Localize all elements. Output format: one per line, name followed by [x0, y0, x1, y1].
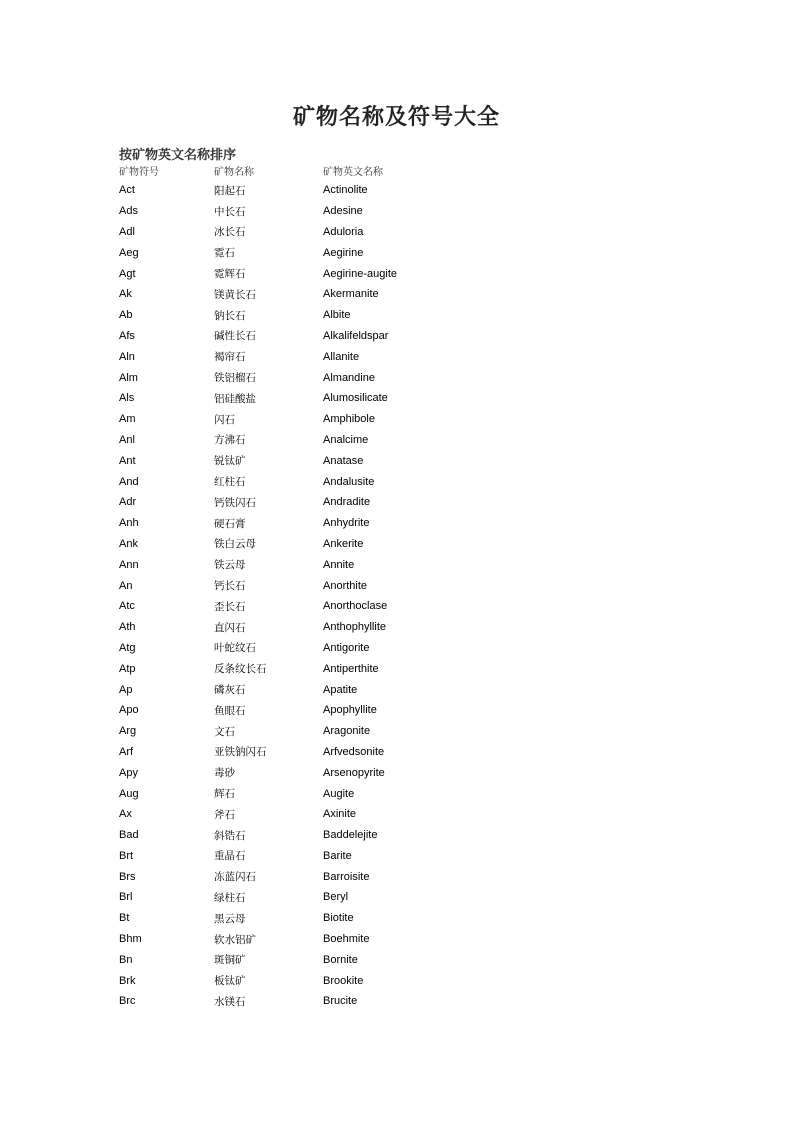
mineral-en-name: Alkalifeldspar — [323, 329, 389, 342]
mineral-en-name: Arsenopyrite — [323, 766, 385, 779]
mineral-en-name: Arfvedsonite — [323, 745, 385, 758]
mineral-cn-name: 钙铁闪石 — [214, 496, 256, 509]
mineral-symbol: Brl — [119, 891, 133, 904]
table-row — [119, 471, 519, 492]
mineral-symbol: Ab — [119, 309, 133, 322]
table-row — [119, 721, 519, 742]
mineral-en-name: Akermanite — [323, 288, 379, 301]
mineral-symbol: Ath — [119, 621, 136, 634]
page-title: 矿物名称及符号大全 — [292, 104, 500, 130]
mineral-en-name: Apophyllite — [323, 704, 377, 717]
mineral-cn-name: 亚铁钠闪石 — [214, 746, 267, 759]
mineral-en-name: Aduloria — [323, 225, 364, 238]
mineral-symbol: Ank — [119, 537, 138, 550]
mineral-cn-name: 中长石 — [214, 205, 246, 218]
table-row — [119, 617, 519, 638]
table-row — [119, 929, 519, 950]
mineral-symbol: Aln — [119, 350, 135, 363]
mineral-cn-name: 板钛矿 — [214, 975, 246, 988]
mineral-cn-name: 水镁石 — [214, 995, 246, 1008]
table-row — [119, 513, 519, 534]
table-row — [119, 554, 519, 575]
mineral-en-name: Beryl — [323, 891, 349, 904]
header-symbol: 矿物符号 — [119, 166, 159, 178]
mineral-cn-name: 绿柱石 — [214, 891, 246, 904]
mineral-en-name: Apatite — [323, 683, 358, 696]
mineral-symbol: Agt — [119, 267, 136, 280]
mineral-cn-name: 斑铜矿 — [214, 954, 246, 967]
table-row — [119, 409, 519, 430]
mineral-cn-name: 铁云母 — [214, 559, 246, 572]
mineral-en-name: Andalusite — [323, 475, 375, 488]
table-row — [119, 804, 519, 825]
table-row — [119, 367, 519, 388]
table-row — [119, 222, 519, 243]
table-row — [119, 201, 519, 222]
mineral-en-name: Andradite — [323, 496, 371, 509]
mineral-symbol: Afs — [119, 329, 135, 342]
mineral-cn-name: 重晶石 — [214, 850, 246, 863]
mineral-cn-name: 软水铝矿 — [214, 933, 256, 946]
table-row — [119, 388, 519, 409]
mineral-en-name: Annite — [323, 558, 355, 571]
table-row — [119, 180, 519, 201]
mineral-cn-name: 黑云母 — [214, 912, 246, 925]
mineral-cn-name: 霓辉石 — [214, 268, 246, 281]
mineral-symbol: Arg — [119, 725, 137, 738]
mineral-symbol: Brs — [119, 870, 136, 883]
header-en-name: 矿物英文名称 — [323, 166, 383, 178]
table-row — [119, 305, 519, 326]
mineral-symbol: Brt — [119, 849, 134, 862]
table-row — [119, 430, 519, 451]
mineral-symbol: Aeg — [119, 246, 139, 259]
table-header — [119, 162, 519, 178]
mineral-cn-name: 闪石 — [214, 413, 235, 426]
mineral-en-name: Brucite — [323, 995, 358, 1008]
mineral-symbol: Apo — [119, 704, 139, 717]
table-row — [119, 783, 519, 804]
mineral-cn-name: 碱性长石 — [214, 330, 256, 343]
mineral-symbol: Arf — [119, 745, 134, 758]
table-row — [119, 866, 519, 887]
mineral-symbol: Bhm — [119, 933, 142, 946]
mineral-en-name: Albite — [323, 309, 351, 322]
mineral-symbol: Atc — [119, 600, 135, 613]
mineral-en-name: Augite — [323, 787, 355, 800]
mineral-cn-name: 阳起石 — [214, 184, 246, 197]
mineral-en-name: Axinite — [323, 808, 357, 821]
mineral-cn-name: 冰长石 — [214, 226, 246, 239]
table-row — [119, 825, 519, 846]
mineral-en-name: Antigorite — [323, 641, 370, 654]
mineral-en-name: Ankerite — [323, 537, 364, 550]
mineral-cn-name: 磷灰石 — [214, 684, 246, 697]
mineral-cn-name: 毒砂 — [214, 767, 235, 780]
mineral-en-name: Anorthite — [323, 579, 368, 592]
mineral-cn-name: 镁黄长石 — [214, 288, 256, 301]
mineral-en-name: Boehmite — [323, 933, 370, 946]
mineral-cn-name: 斧石 — [214, 808, 235, 821]
mineral-en-name: Adesine — [323, 205, 363, 218]
mineral-cn-name: 硬石膏 — [214, 517, 246, 530]
mineral-en-name: Bornite — [323, 953, 358, 966]
mineral-symbol: Ax — [119, 808, 132, 821]
table-row — [119, 326, 519, 347]
mineral-symbol: Bt — [119, 912, 130, 925]
mineral-symbol: Atp — [119, 662, 136, 675]
mineral-cn-name: 霓石 — [214, 247, 235, 260]
table-row — [119, 908, 519, 929]
table-row — [119, 949, 519, 970]
mineral-cn-name: 红柱石 — [214, 476, 246, 489]
mineral-cn-name: 冻蓝闪石 — [214, 871, 256, 884]
mineral-en-name: Brookite — [323, 974, 364, 987]
mineral-cn-name: 叶蛇纹石 — [214, 642, 256, 655]
table-row — [119, 700, 519, 721]
table-row — [119, 450, 519, 471]
mineral-symbol: Ak — [119, 288, 132, 301]
mineral-cn-name: 褐帘石 — [214, 351, 246, 364]
table-row — [119, 263, 519, 284]
mineral-symbol: Act — [119, 184, 135, 197]
mineral-symbol: Brc — [119, 995, 136, 1008]
mineral-cn-name: 斜锆石 — [214, 829, 246, 842]
table-row — [119, 638, 519, 659]
header-cn-name: 矿物名称 — [214, 166, 254, 178]
mineral-en-name: Actinolite — [323, 184, 368, 197]
table-row — [119, 679, 519, 700]
table-row — [119, 534, 519, 555]
table-row — [119, 742, 519, 763]
mineral-en-name: Baddelejite — [323, 829, 378, 842]
mineral-en-name: Biotite — [323, 912, 354, 925]
mineral-cn-name: 歪长石 — [214, 600, 246, 613]
mineral-en-name: Anhydrite — [323, 517, 370, 530]
mineral-en-name: Alumosilicate — [323, 392, 388, 405]
mineral-en-name: Anatase — [323, 454, 364, 467]
mineral-cn-name: 直闪石 — [214, 621, 246, 634]
mineral-symbol: Bn — [119, 953, 133, 966]
mineral-symbol: Atg — [119, 641, 136, 654]
table-row — [119, 970, 519, 991]
mineral-cn-name: 钠长石 — [214, 309, 246, 322]
mineral-en-name: Amphibole — [323, 413, 375, 426]
mineral-symbol: Alm — [119, 371, 138, 384]
mineral-symbol: Adr — [119, 496, 137, 509]
mineral-en-name: Antiperthite — [323, 662, 379, 675]
table-row — [119, 762, 519, 783]
mineral-cn-name: 铁白云母 — [214, 538, 256, 551]
mineral-en-name: Barite — [323, 849, 352, 862]
mineral-symbol: Brk — [119, 974, 136, 987]
table-row — [119, 284, 519, 305]
mineral-symbol: And — [119, 475, 139, 488]
table-row — [119, 846, 519, 867]
table-row — [119, 991, 519, 1012]
mineral-en-name: Analcime — [323, 433, 369, 446]
mineral-cn-name: 辉石 — [214, 788, 235, 800]
table-row — [119, 346, 519, 367]
section-subtitle: 按矿物英文名称排序 — [119, 148, 237, 163]
table-body — [119, 180, 519, 1012]
mineral-symbol: Ann — [119, 558, 139, 571]
mineral-symbol: Aug — [119, 787, 139, 800]
mineral-en-name: Barroisite — [323, 870, 370, 883]
mineral-cn-name: 方沸石 — [214, 434, 246, 447]
mineral-table — [119, 162, 519, 1012]
mineral-cn-name: 鱼眼石 — [214, 704, 246, 717]
mineral-symbol: Apy — [119, 766, 138, 779]
table-row — [119, 492, 519, 513]
mineral-symbol: Ant — [119, 454, 136, 467]
mineral-cn-name: 铝硅酸盐 — [214, 392, 256, 405]
mineral-symbol: Bad — [119, 829, 139, 842]
table-row — [119, 596, 519, 617]
mineral-symbol: Ap — [119, 683, 133, 696]
mineral-en-name: Anorthoclase — [323, 600, 388, 613]
mineral-cn-name: 反条纹长石 — [214, 663, 267, 676]
mineral-cn-name: 文石 — [214, 725, 235, 738]
mineral-symbol: Als — [119, 392, 135, 405]
mineral-cn-name: 铁铝榴石 — [214, 372, 256, 385]
mineral-en-name: Almandine — [323, 371, 375, 384]
mineral-symbol: An — [119, 579, 133, 592]
mineral-symbol: Anh — [119, 517, 139, 530]
table-row — [119, 887, 519, 908]
mineral-en-name: Allanite — [323, 350, 360, 363]
table-row — [119, 242, 519, 263]
table-row — [119, 658, 519, 679]
mineral-symbol: Am — [119, 413, 136, 426]
table-row — [119, 575, 519, 596]
mineral-en-name: Aegirine-augite — [323, 267, 397, 280]
mineral-en-name: Aegirine — [323, 246, 364, 259]
mineral-cn-name: 钙长石 — [214, 580, 246, 593]
mineral-symbol: Ads — [119, 205, 138, 218]
mineral-cn-name: 锐钛矿 — [214, 455, 246, 468]
mineral-en-name: Anthophyllite — [323, 621, 386, 634]
mineral-en-name: Aragonite — [323, 725, 371, 738]
mineral-symbol: Anl — [119, 433, 135, 446]
mineral-symbol: Adl — [119, 225, 135, 238]
